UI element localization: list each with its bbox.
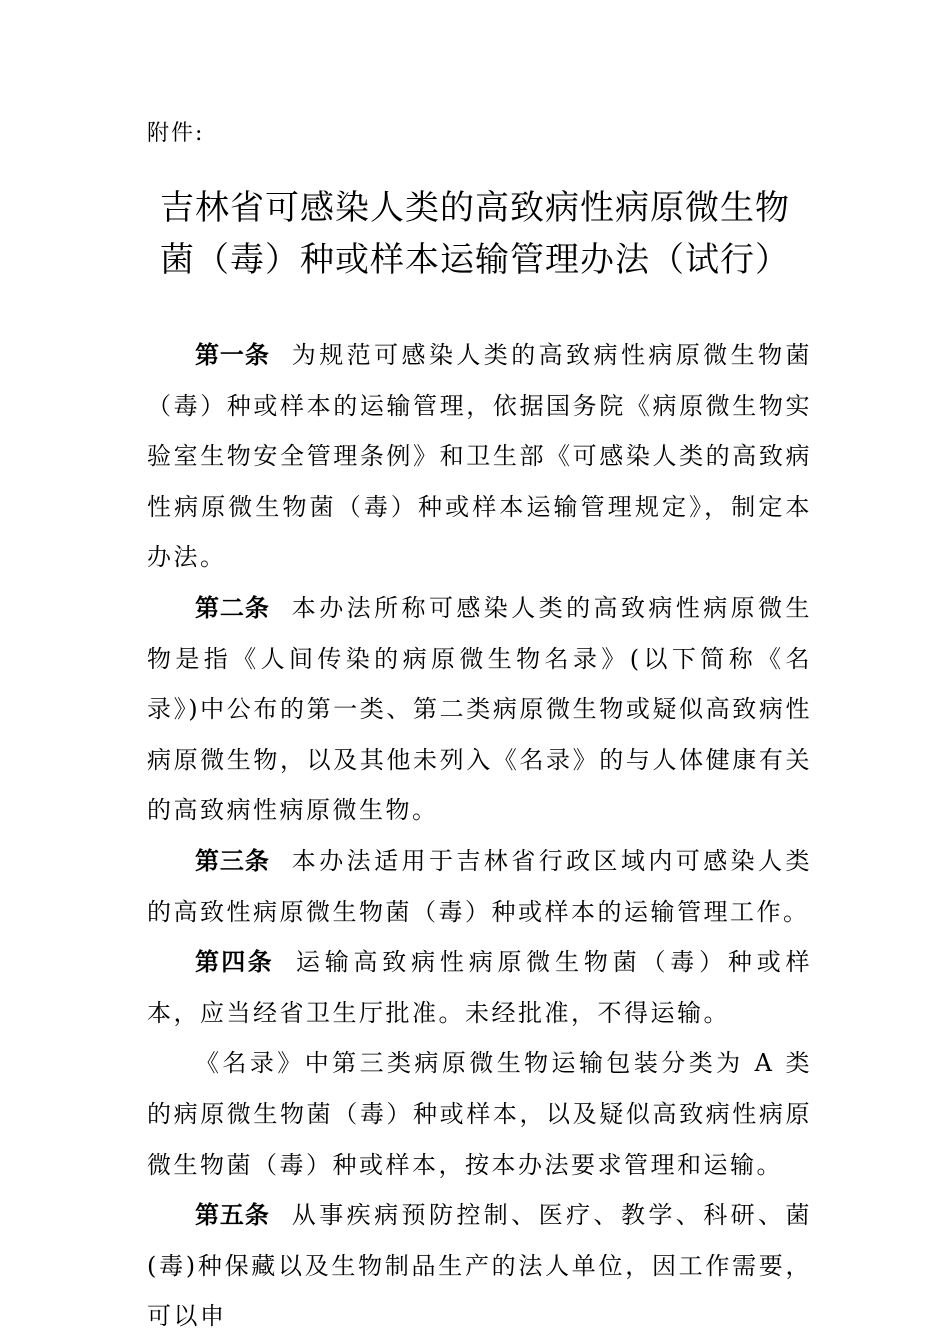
article-text: 为规范可感染人类的高致病性病原微生物菌（毒）种或样本的运输管理，依据国务院《病原微生物实验室生物安全管理条例》和卫生部《可感染人类的高致病性病原微生物菌（毒）种或样本运输管理规定》，制定本办法。 xyxy=(147,341,813,572)
article-3 xyxy=(147,836,812,937)
attachment-label: 附件: xyxy=(147,121,205,146)
article-heading: 第二条 xyxy=(195,593,270,622)
article-text: 从事疾病预防控制、医疗、教学、科研、菌(毒)种保藏以及生物制品生产的法人单位，因工作需要，可以申 xyxy=(147,1201,813,1331)
article-4 xyxy=(147,937,812,1038)
article-heading: 第五条 xyxy=(195,1201,270,1230)
article-5 xyxy=(147,1190,812,1342)
article-4-paragraph-2 xyxy=(147,1038,812,1190)
article-text: 运输高致病性病原微生物菌（毒）种或样本，应当经省卫生厅批准。未经批准，不得运输。 xyxy=(147,948,813,1027)
article-text: 《名录》中第三类病原微生物运输包装分类为 A 类的病原微生物菌（毒）种或样本，以及疑似高致病性病原微生物菌（毒）种或样本，按本办法要求管理和运输。 xyxy=(147,1049,812,1179)
article-heading: 第四条 xyxy=(195,948,274,977)
document-body xyxy=(147,330,812,1342)
article-heading: 第一条 xyxy=(195,341,270,369)
article-2 xyxy=(147,583,812,836)
article-heading: 第三条 xyxy=(195,846,270,875)
article-text: 本办法所称可感染人类的高致病性病原微生物是指《人间传染的病原微生物名录》(以下简称《名录》)中公布的第一类、第二类病原微生物或疑似高致病性病原微生物，以及其他未列入《名录》的与人体健康有关的高致病性病原微生物。 xyxy=(147,593,813,825)
title-line-2: 菌（毒）种或样本运输管理办法（试行） xyxy=(160,240,790,280)
title-line-1: 吉林省可感染人类的高致病性病原微生物 xyxy=(160,188,790,228)
article-1 xyxy=(147,330,812,583)
document-title xyxy=(120,182,830,286)
article-text: 本办法适用于吉林省行政区域内可感染人类的高致性病原微生物菌（毒）种或样本的运输管理工作。 xyxy=(147,846,813,926)
